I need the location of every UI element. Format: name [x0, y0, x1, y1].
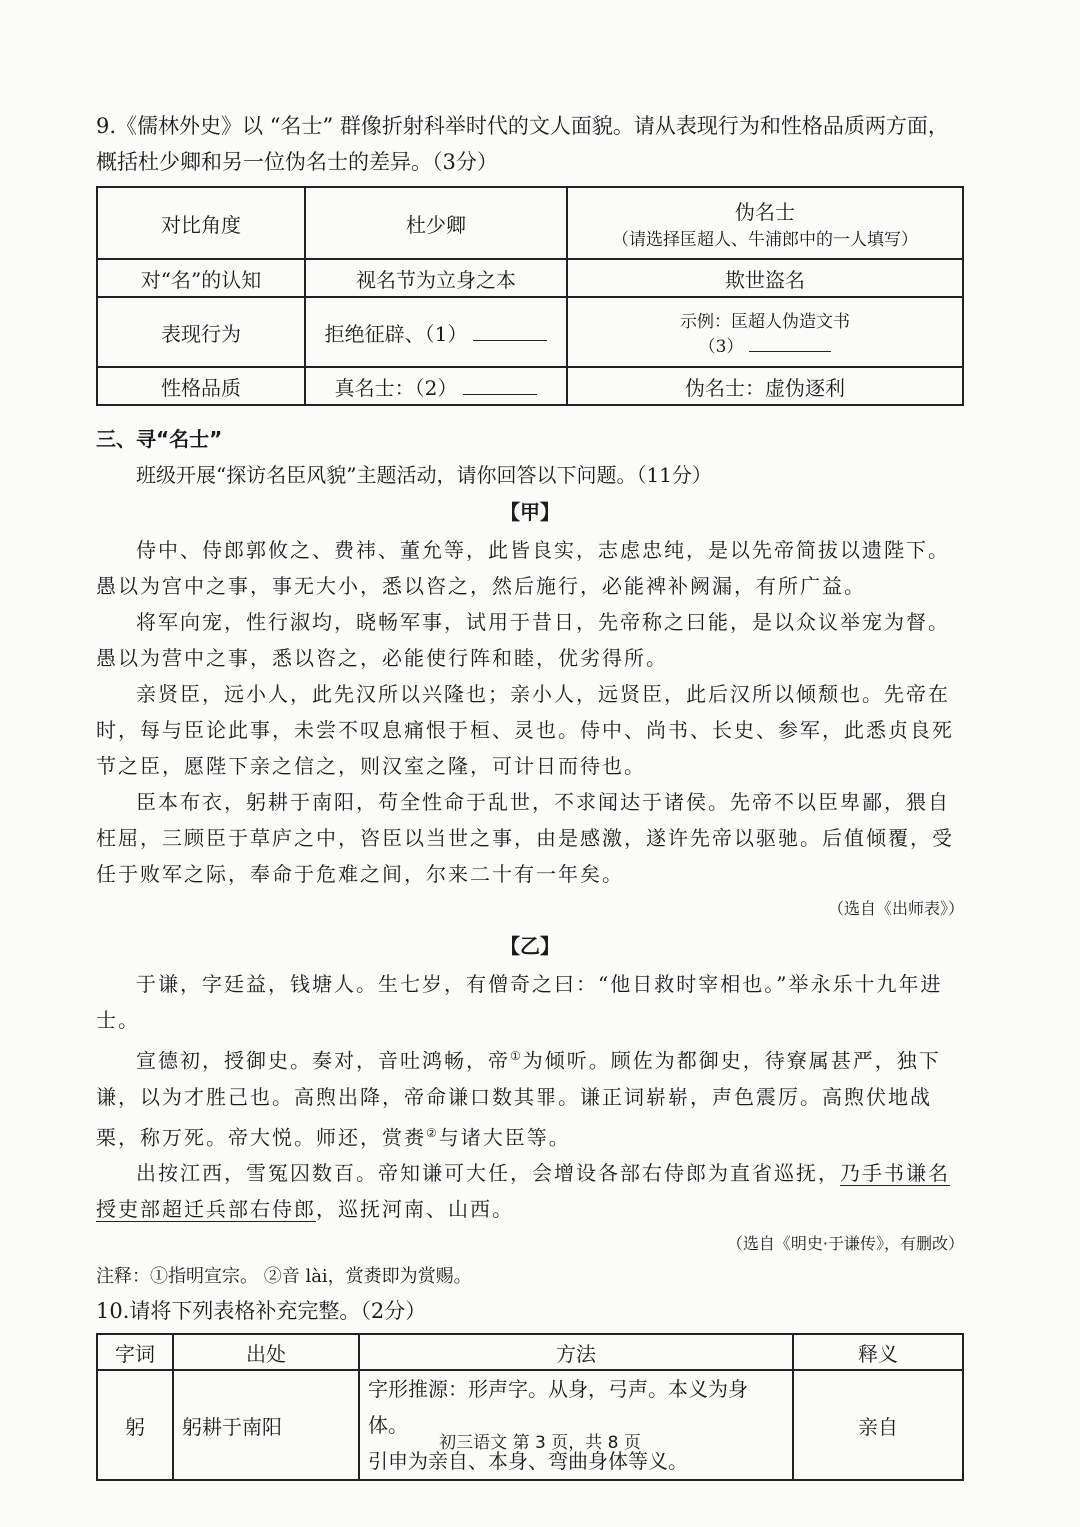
question-9-table: [96, 186, 964, 406]
exam-page: [96, 108, 964, 1481]
table-row-name-fake: 欺世盗名: [567, 259, 963, 297]
table-header-fake-title: 伪名士: [735, 200, 795, 224]
table-row-character-fake: 伪名士：虚伪逐利: [567, 367, 963, 405]
passage-yi-label: 【乙】: [500, 934, 560, 958]
q10-header-source: 出处: [173, 1334, 359, 1370]
passage-jia-label: 【甲】: [500, 500, 560, 524]
yi-p3-part-a: 出按江西，雪冤囚数百。帝知谦可大任，会增设各部右侍郎为直省巡抚，: [136, 1161, 840, 1186]
table-row-character-label: 性格品质: [97, 367, 305, 405]
table-row-behavior-fake: [567, 297, 963, 367]
table-header-du: 杜少卿: [305, 187, 567, 259]
table-row-character-du: [305, 367, 567, 405]
answer-blank-1[interactable]: [473, 322, 547, 341]
table-header-fake-hint: （请选择匡超人、牛浦郎中的一人填写）: [612, 230, 918, 250]
yi-p2-part-a: 宣德初，授御史。奏对，音吐鸿畅，帝: [136, 1048, 510, 1073]
q10-method-line-1: 字形推源：形声字。从身，弓声。本义为身体。: [368, 1377, 748, 1438]
underlined-sentence: 乃手书谦名授吏部超迁兵部右侍郎: [96, 1161, 950, 1222]
table-row-name-label: 对“名”的认知: [97, 259, 305, 297]
q10-header-word: 字词: [97, 1334, 173, 1370]
question-10-stem: 10.请将下列表格补充完整。（2分）: [96, 1299, 427, 1324]
table-row-behavior-label: 表现行为: [97, 297, 305, 367]
table-header-fake: [567, 187, 963, 259]
footnote-marker-2: ②: [426, 1125, 439, 1140]
section-3-intro: 班级开展“探访名臣风貌”主题活动，请你回答以下问题。（11分）: [136, 463, 712, 487]
passage-yi-para-1: 于谦，字廷益，钱塘人。生七岁，有僧奇之曰：“他日救时宰相也。”举永乐十九年进士。: [96, 972, 943, 1032]
answer-blank-2[interactable]: [463, 376, 537, 395]
annotation-notes: 注释：①指明宣宗。 ②音 lài，赏赉即为赏赐。: [96, 1266, 472, 1288]
q10-cell-meaning: 亲自: [793, 1370, 963, 1480]
q10-header-meaning: 释义: [793, 1334, 963, 1370]
yi-p2-part-b: 为倾听。顾佐为都御史，待寮属甚严，独下谦，以为才胜己也。高煦出降，帝命谦口数其罪。谦正词崭崭，声色震厉。高煦伏地战栗，称万死。帝大悦。师还，赏赉: [96, 1048, 941, 1150]
passage-jia-para-1: 侍中、侍郎郭攸之、费祎、董允等，此皆良实，志虑忠纯，是以先帝简拔以遗陛下。愚以为宫中之事，事无大小，悉以咨之，然后施行，必能裨补阙漏，有所广益。: [96, 538, 950, 598]
passage-yi-para-3: [96, 1155, 964, 1227]
behavior-example: 示例：匡超人伪造文书: [680, 312, 850, 332]
page-footer: 初三语文 第 3 页，共 8 页: [439, 1433, 641, 1453]
yi-p3-part-b: ，巡抚河南、山西。: [316, 1197, 514, 1222]
behavior-fake-label: （3）: [698, 337, 744, 357]
footnote-marker-1: ①: [510, 1049, 523, 1063]
question-10-table: [96, 1333, 964, 1481]
q10-header-method: 方法: [359, 1334, 793, 1370]
character-du-text: 真名士：（2）: [334, 375, 458, 400]
passage-jia-source: （选自《出师表》）: [827, 899, 964, 918]
passage-jia-para-2: 将军向宠，性行淑均，晓畅军事，试用于昔日，先帝称之曰能，是以众议举宠为督。愚以为营中之事，悉以咨之，必能使行阵和睦，优劣得所。: [96, 610, 950, 670]
passage-yi-source: （选自《明史·于谦传》，有删改）: [726, 1234, 964, 1254]
q10-cell-source: 躬耕于南阳: [173, 1370, 359, 1480]
passage-yi-para-2: [96, 1038, 964, 1155]
answer-blank-3[interactable]: [749, 333, 831, 352]
q10-method-line-2: 引申为亲自、本身、弯曲身体等义。: [368, 1449, 688, 1474]
table-row-behavior-du: [305, 297, 567, 367]
passage-jia-para-4: 臣本布衣，躬耕于南阳，苟全性命于乱世，不求闻达于诸侯。先帝不以臣卑鄙，猥自枉屈，三顾臣于草庐之中，咨臣以当世之事，由是感激，遂许先帝以驱驰。后值倾覆，受任于败军之际，奉命于危难之间，尔来二十有一年矣。: [96, 790, 954, 886]
q10-cell-method: [359, 1370, 793, 1480]
passage-jia-para-3: 亲贤臣，远小人，此先汉所以兴隆也；亲小人，远贤臣，此后汉所以倾颓也。先帝在时，每与臣论此事，未尝不叹息痛恨于桓、灵也。侍中、尚书、长史、参军，此悉贞良死节之臣，愿陛下亲之信之，则汉室之隆，可计日而待也。: [96, 682, 954, 778]
behavior-du-text: 拒绝征辟、（1）: [324, 321, 468, 346]
section-3-title: 三、寻“名士”: [96, 427, 223, 451]
q10-cell-word: 躬: [97, 1370, 173, 1480]
question-9-stem: 9.《儒林外史》以 “名士” 群像折射科举时代的文人面貌。请从表现行为和性格品质两方面，概括杜少卿和另一位伪名士的差异。（3分）: [96, 114, 949, 174]
yi-p2-part-c: 与诸大臣等。: [438, 1125, 571, 1150]
table-header-angle: 对比角度: [97, 187, 305, 259]
table-row-name-du: 视名节为立身之本: [305, 259, 567, 297]
